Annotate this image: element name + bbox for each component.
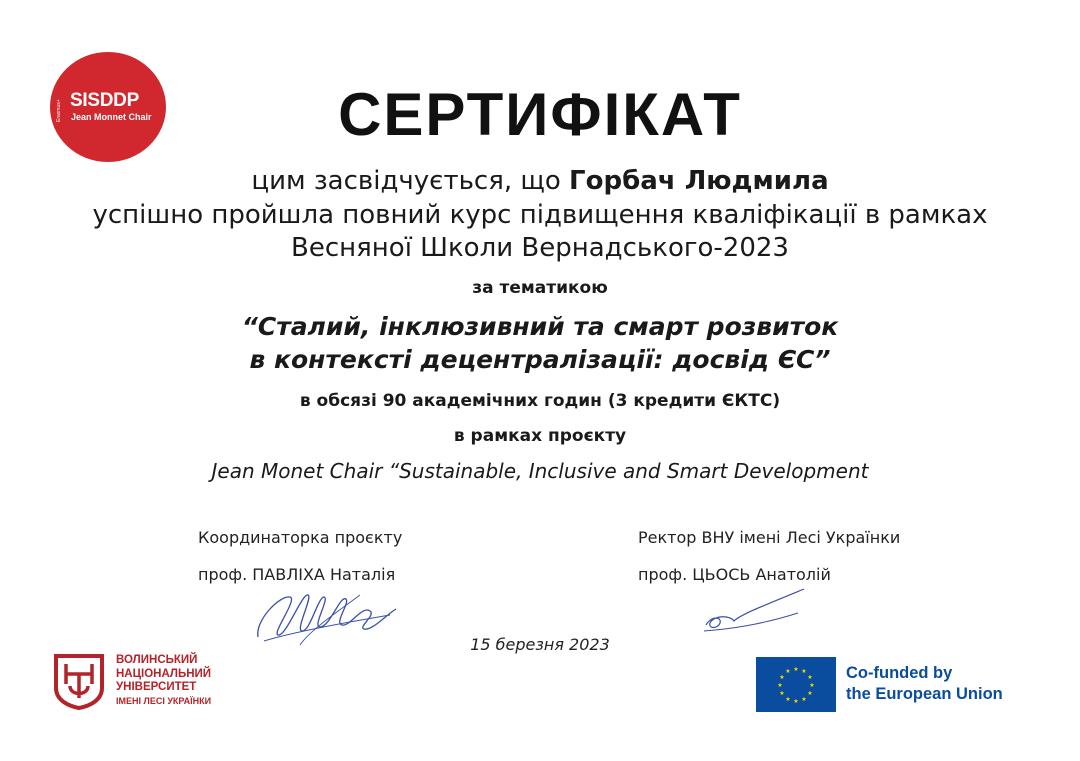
erasmus-label: Erasmus+ <box>56 99 62 122</box>
rector-role: Ректор ВНУ імені Лесі Українки <box>638 528 901 547</box>
issue-date: 15 березня 2023 <box>470 635 610 654</box>
sisddp-logo-title: SISDDP <box>70 90 139 111</box>
recipient-name: Горбач Людмила <box>569 166 829 196</box>
sisddp-logo-subtitle: Jean Monnet Chair <box>71 112 152 122</box>
project-intro: в рамках проєкту <box>453 426 627 446</box>
topic-line-2: в контексті децентралізації: досвід ЄС” <box>249 345 831 374</box>
coordinator-name: проф. ПАВЛІХА Наталія <box>198 565 396 584</box>
university-name-line2: НАЦІОНАЛЬНИЙ <box>116 667 212 680</box>
certificate-title: СЕРТИФІКАТ <box>338 81 742 148</box>
svg-text:★: ★ <box>793 698 799 705</box>
university-name-line1: ВОЛИНСЬКИЙ <box>116 654 198 666</box>
school-name: Весняної Школи Вернадського-2023 <box>291 233 789 263</box>
completion-line: успішно пройшла повний курс підвищення кваліфікації в рамках <box>92 200 988 230</box>
svg-text:★: ★ <box>809 682 815 689</box>
coordinator-role: Координаторка проєкту <box>198 528 403 547</box>
recipient-line <box>0 165 1080 197</box>
svg-text:★: ★ <box>801 696 807 703</box>
eu-flag-icon <box>756 657 836 712</box>
svg-text:★: ★ <box>777 682 783 689</box>
svg-text:★: ★ <box>807 690 813 697</box>
svg-text:★: ★ <box>785 668 791 675</box>
university-name-line4: ІМЕНІ ЛЕСІ УКРАЇНКИ <box>116 695 212 706</box>
eu-label-line2: the European Union <box>846 685 1003 703</box>
rector-name: проф. ЦЬОСЬ Анатолій <box>638 565 831 584</box>
svg-text:★: ★ <box>807 674 813 681</box>
university-emblem <box>50 652 108 710</box>
topic-intro: за тематикою <box>472 278 608 298</box>
eu-cofunded-label <box>846 663 1003 705</box>
course-volume: в обсязі 90 академічних годин (3 кредити ЄКТС) <box>299 391 781 411</box>
university-name-line3: УНІВЕРСИТЕТ <box>116 681 197 693</box>
svg-text:★: ★ <box>793 666 799 673</box>
topic-line-1: “Сталий, інклюзивний та смарт розвиток <box>241 312 839 341</box>
eu-label-line1: Co-funded by <box>846 664 953 682</box>
svg-text:★: ★ <box>779 674 785 681</box>
svg-text:★: ★ <box>785 696 791 703</box>
svg-text:★: ★ <box>779 690 785 697</box>
recipient-line-prefix: цим засвідчується, що <box>251 166 561 196</box>
project-name: Jean Monet Chair “Sustainable, Inclusive and Smart Development <box>211 459 869 483</box>
rector-signature <box>700 585 810 640</box>
svg-text:★: ★ <box>801 668 807 675</box>
university-name <box>116 654 211 708</box>
